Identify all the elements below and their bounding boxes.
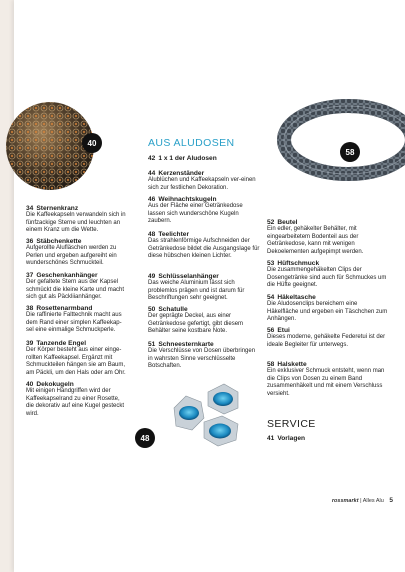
page xyxy=(14,0,405,572)
toc-entry xyxy=(267,327,389,349)
toc-title-text: Schlüsselanhänger xyxy=(158,273,219,280)
toc-entry-description: Der geprägte Deckel, aus einer Getränkedose gefertigt, gibt diesem Behälter seine kostbare Note. xyxy=(148,313,244,335)
footer-book-title: Alles Alu xyxy=(362,498,384,504)
toc-page-number: 52 xyxy=(267,219,275,226)
toc-entry-description: Aufgerollte Alufläschen werden zu Perlen und ergeben aufgereiht ein wunderschönes Schmuckteil. xyxy=(26,245,117,267)
toc-entry-title xyxy=(26,340,128,347)
toc-title-text: Häkeltasche xyxy=(277,294,316,301)
toc-title-text: Schatulle xyxy=(158,306,188,313)
toc-entry xyxy=(267,361,389,398)
toc-page-number: 42 xyxy=(148,155,156,162)
toc-entry xyxy=(26,238,128,268)
toc-entry xyxy=(267,435,389,442)
toc-entry-title xyxy=(26,305,128,312)
toc-title-text: Beutel xyxy=(277,219,298,226)
toc-entry-description: Das weiche Aluminium lässt sich problemlos prägen und ist darum für Beschriftungen sehr geeignet. xyxy=(148,280,245,302)
toc-title-text: Rosettenarmband xyxy=(36,305,93,312)
toc-entry-title xyxy=(267,435,389,442)
toc-entry-title xyxy=(148,341,260,348)
toc-entry xyxy=(26,205,128,235)
page-badge-48: 48 xyxy=(135,428,155,448)
toc-entry-description: Die raffinierte Falttechnik macht aus dem Rand einer simplen Kaffeekap-sel eine einmalige Schmuckperle. xyxy=(26,312,122,334)
toc-page-number: 56 xyxy=(267,327,275,334)
toc-entry xyxy=(26,305,128,335)
footer-separator: | xyxy=(360,498,362,504)
toc-entry-title xyxy=(26,272,128,279)
toc-entry xyxy=(148,170,260,192)
toc-title-text: Weihnachtskugeln xyxy=(158,196,217,203)
toc-entry xyxy=(26,381,128,418)
toc-entry xyxy=(148,341,260,371)
toc-page-number: 36 xyxy=(26,238,34,245)
toc-entry-description: Ein edler, gehäkelter Behälter, mit eingearbeitetem Bodenteil aus der Getränkedose, kann mit wenigen Dekoelementen aufgepimpt werden. xyxy=(267,226,364,255)
toc-title-text: Tanzende Engel xyxy=(36,340,87,347)
toc-page-number: 34 xyxy=(26,205,34,212)
toc-entry xyxy=(148,306,260,336)
toc-page-number: 50 xyxy=(148,306,156,313)
toc-page-number: 37 xyxy=(26,272,34,279)
toc-page-number: 44 xyxy=(148,170,156,177)
toc-entry-title xyxy=(148,155,260,162)
toc-entry-description: Aus der Fläche einer Getränkedose lassen sich wunderschöne Kugeln zaubern. xyxy=(148,203,243,225)
toc-entry-description: Die zusammengehäkelten Clips der Dosengetränke sind auch für Schmuckes um die Hüfte geeignet. xyxy=(267,267,387,289)
page-number: 5 xyxy=(389,497,393,504)
toc-entry xyxy=(26,272,128,302)
toc-title-text: Vorlagen xyxy=(277,435,306,442)
toc-title-text: Kerzenständer xyxy=(158,170,205,177)
toc-entry xyxy=(148,196,260,226)
toc-entry xyxy=(148,231,260,261)
toc-entry-description: Die Kaffeekapseln verwandeln sich in fünfzackige Sterne und leuchten an einem Kranz um die Wette. xyxy=(26,212,126,234)
toc-entry-title xyxy=(148,231,260,238)
toc-page-number: 38 xyxy=(26,305,34,312)
section-title-service: SERVICE xyxy=(267,418,316,430)
toc-page-number: 53 xyxy=(267,260,275,267)
toc-entry-description: Ein exklusiver Schmuck entsteht, wenn man die Clips von Dosen zu einem Band zusammenhäkelt und mit einem Verschluss versieht. xyxy=(267,368,385,397)
toc-entry xyxy=(267,260,389,290)
toc-title-text: Teelichter xyxy=(158,231,190,238)
toc-page-number: 39 xyxy=(26,340,34,347)
toc-page-number: 48 xyxy=(148,231,156,238)
toc-page-number: 51 xyxy=(148,341,156,348)
toc-title-text: Hüftschmuck xyxy=(277,260,320,267)
toc-entry xyxy=(148,155,260,162)
toc-entry xyxy=(267,219,389,256)
toc-title-text: Sternenkranz xyxy=(36,205,79,212)
toc-entry xyxy=(26,340,128,377)
toc-page-number: 46 xyxy=(148,196,156,203)
toc-entry-title xyxy=(26,381,128,388)
toc-entry xyxy=(267,294,389,324)
page-badge-58: 58 xyxy=(340,142,360,162)
tealights-image xyxy=(146,378,266,454)
toc-title-text: Etui xyxy=(277,327,290,334)
toc-entry-title xyxy=(148,170,260,177)
toc-title-text: Geschenkanhänger xyxy=(36,272,98,279)
toc-title-text: Halskette xyxy=(277,361,307,368)
toc-entry-title xyxy=(267,219,389,226)
toc-entry-description: Alublüchen und Kaffeekapseln ver-einen sich zur festlichen Dekoration. xyxy=(148,177,256,191)
toc-entry-description: Mit einigen Handgriffen wird der Kaffeekapselrand zu einer Rosette, die dekorativ auf eine Kugel gesteckt wird. xyxy=(26,388,125,417)
toc-page-number: 41 xyxy=(267,435,275,442)
toc-entry-title xyxy=(148,306,260,313)
toc-entry-description: Das strahlenförmige Aufschneiden der Getränkedose bildet die Ausgangslage für diese hübschen kleinen Lichter. xyxy=(148,238,260,260)
toc-title-text: Dekokugeln xyxy=(36,381,74,388)
page-badge-40: 40 xyxy=(82,133,102,153)
toc-entry-title xyxy=(148,196,260,203)
toc-entry-description: Dieses moderne, gehäkelte Federetui ist der ideale Begleiter für unterwegs. xyxy=(267,334,386,348)
toc-entry-description: Der gefaltete Stern aus der Kapsel schmückt die kleine Karte und macht sich gut als Päckliianhänger. xyxy=(26,279,125,301)
page-footer xyxy=(332,497,393,504)
toc-entry-title xyxy=(26,205,128,212)
toc-entry-description: Die Aludosenclips bereichern eine Häkelfläche und ergeben ein Täschchen zum Anhängen. xyxy=(267,301,388,323)
toc-page-number: 58 xyxy=(267,361,275,368)
toc-title-text: 1 x 1 der Aludosen xyxy=(158,155,217,162)
toc-entry-title xyxy=(267,294,389,301)
toc-title-text: Schneesternkarte xyxy=(158,341,214,348)
footer-brand: rossmarkt xyxy=(331,498,359,504)
toc-entry-title xyxy=(148,273,260,280)
toc-entry-title xyxy=(267,327,389,334)
toc-entry-title xyxy=(267,361,389,368)
toc-entry-description: Der Körper besteht aus einer einge-rollten Kaffeekapsel. Ergänzt mit Schmuckteilen hängen sie am Baum, am Päckli, um den Hals oder am Ohr. xyxy=(26,347,126,376)
toc-entry-title xyxy=(267,260,389,267)
toc-entry-description: Die Verschlüsse von Dosen überbringen in wahrsten Sinne verschlüsselte Botschaften. xyxy=(148,348,256,370)
toc-title-text: Stäbchenkette xyxy=(36,238,82,245)
toc-entry-title xyxy=(26,238,128,245)
section-title-aludosen: AUS ALUDOSEN xyxy=(148,137,235,149)
toc-entry xyxy=(148,273,260,303)
toc-page-number: 49 xyxy=(148,273,156,280)
necklace-image xyxy=(268,98,405,190)
toc-page-number: 54 xyxy=(267,294,275,301)
toc-page-number: 40 xyxy=(26,381,34,388)
